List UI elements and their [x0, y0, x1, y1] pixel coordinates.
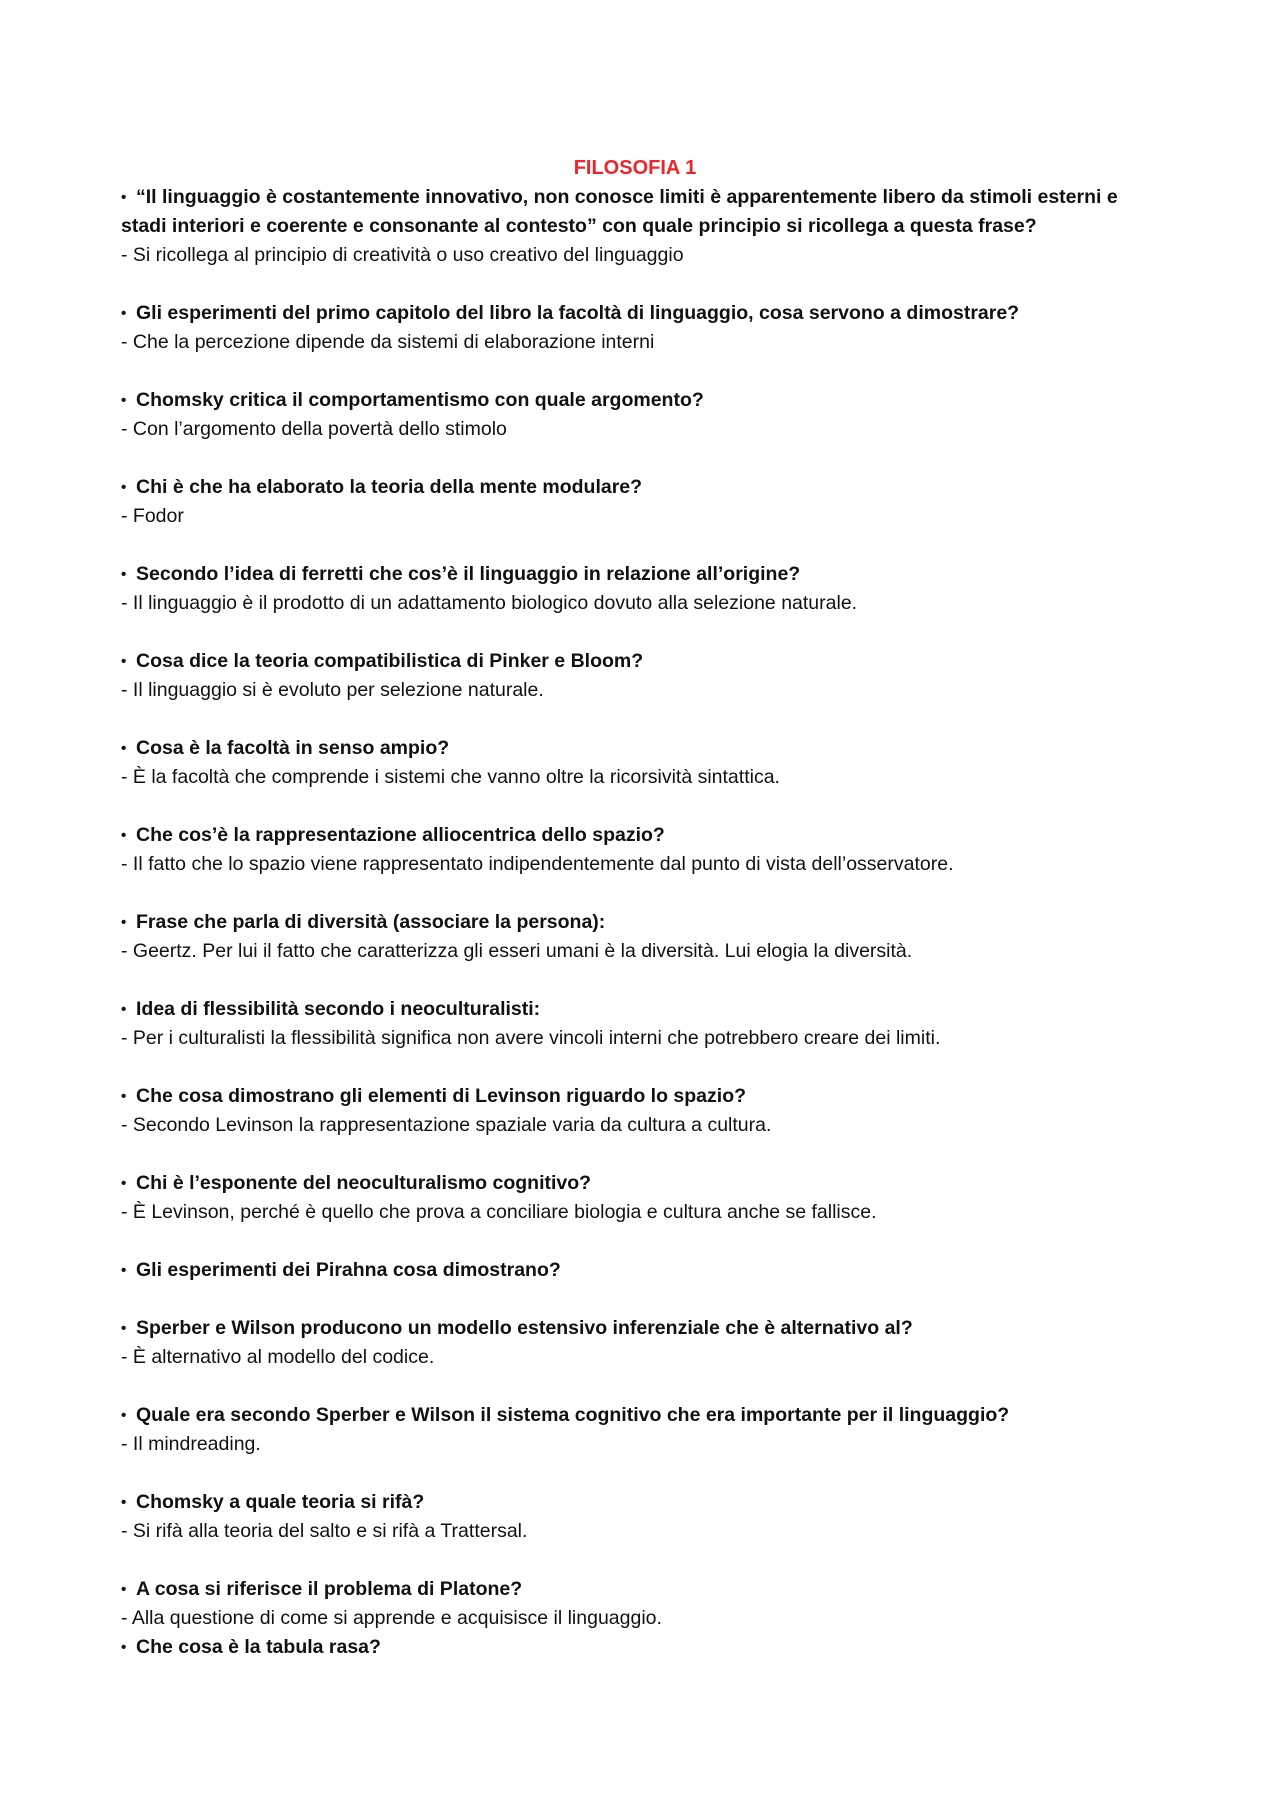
question — [121, 1488, 1141, 1517]
document-title: FILOSOFIA 1 — [573, 157, 697, 179]
question-text: Chi è l’esponente del neoculturalismo cognitivo? — [136, 1172, 592, 1194]
bullet-icon: • — [121, 653, 127, 670]
bullet-icon: • — [121, 1581, 127, 1598]
bullet-icon: • — [121, 1175, 127, 1192]
question-text: Gli esperimenti del primo capitolo del libro la facoltà di linguaggio, cosa servono a dimostrare? — [136, 302, 1020, 324]
answer: - Che la percezione dipende da sistemi di elaborazione interni — [121, 331, 655, 353]
question-text: Che cosa è la tabula rasa? — [136, 1636, 381, 1658]
question-text: Chomsky critica il comportamentismo con quale argomento? — [136, 389, 704, 411]
question-text: Sperber e Wilson producono un modello estensivo inferenziale che è alternativo al? — [136, 1317, 913, 1339]
qa-item — [121, 734, 1141, 792]
answer: - È la facoltà che comprende i sistemi che vanno oltre la ricorsività sintattica. — [121, 766, 780, 788]
qa-item — [121, 1488, 1141, 1546]
question-text: Gli esperimenti dei Pirahna cosa dimostrano? — [136, 1259, 561, 1281]
question — [121, 299, 1141, 328]
qa-item — [121, 1082, 1141, 1140]
question-text: Che cos’è la rappresentazione alliocentrica dello spazio? — [136, 824, 665, 846]
bullet-icon: • — [121, 189, 127, 206]
bullet-icon: • — [121, 1494, 127, 1511]
qa-item — [121, 386, 1141, 444]
bullet-icon: • — [121, 1088, 127, 1105]
qa-item — [121, 183, 1141, 270]
bullet-icon: • — [121, 566, 127, 583]
question — [121, 183, 1141, 241]
question-text: Idea di flessibilità secondo i neoculturalisti: — [136, 998, 541, 1020]
question-text: Quale era secondo Sperber e Wilson il sistema cognitivo che era importante per il linguaggio? — [136, 1404, 1010, 1426]
qa-item — [121, 1575, 1141, 1633]
answer: - Il linguaggio si è evoluto per selezione naturale. — [121, 679, 544, 701]
question — [121, 1633, 1141, 1662]
qa-item — [121, 908, 1141, 966]
bullet-icon: • — [121, 479, 127, 496]
question-text: Chomsky a quale teoria si rifà? — [136, 1491, 425, 1513]
question-text: Chi è che ha elaborato la teoria della mente modulare? — [136, 476, 643, 498]
document-content — [121, 154, 1141, 1662]
bullet-icon: • — [121, 305, 127, 322]
question — [121, 995, 1141, 1024]
qa-item — [121, 1401, 1141, 1459]
qa-item — [121, 1314, 1141, 1372]
bullet-icon: • — [121, 740, 127, 757]
answer: - Si ricollega al principio di creatività o uso creativo del linguaggio — [121, 244, 684, 266]
question-text: Secondo l’idea di ferretti che cos’è il linguaggio in relazione all’origine? — [136, 563, 801, 585]
qa-item — [121, 1169, 1141, 1227]
question — [121, 473, 1141, 502]
answer: - Con l’argomento della povertà dello stimolo — [121, 418, 507, 440]
answer: - Per i culturalisti la flessibilità significa non avere vincoli interni che potrebbero creare dei limiti. — [121, 1027, 941, 1049]
question-text: Frase che parla di diversità (associare la persona): — [136, 911, 606, 933]
question — [121, 821, 1141, 850]
bullet-icon: • — [121, 392, 127, 409]
question-text: Che cosa dimostrano gli elementi di Levinson riguardo lo spazio? — [136, 1085, 747, 1107]
question — [121, 908, 1141, 937]
answer: - Il fatto che lo spazio viene rappresentato indipendentemente dal punto di vista dell’osservatore. — [121, 853, 954, 875]
answer: - Il mindreading. — [121, 1433, 261, 1455]
answer: - È Levinson, perché è quello che prova a conciliare biologia e cultura anche se fallisce. — [121, 1201, 877, 1223]
qa-item — [121, 1256, 1141, 1285]
question — [121, 1314, 1141, 1343]
answer: - Secondo Levinson la rappresentazione spaziale varia da cultura a cultura. — [121, 1114, 772, 1136]
bullet-icon: • — [121, 914, 127, 931]
question-text: “Il linguaggio è costantemente innovativo, non conosce limiti è apparentemente libero da stimoli esterni e stadi interiori e coerente e consonante al contesto” con quale principio si ricollega a questa frase? — [121, 186, 1118, 237]
bullet-icon: • — [121, 1001, 127, 1018]
question-text: A cosa si riferisce il problema di Platone? — [136, 1578, 523, 1600]
answer: - È alternativo al modello del codice. — [121, 1346, 435, 1368]
question-text: Cosa dice la teoria compatibilistica di Pinker e Bloom? — [136, 650, 644, 672]
question — [121, 1256, 1141, 1285]
question-text: Cosa è la facoltà in senso ampio? — [136, 737, 450, 759]
bullet-icon: • — [121, 1407, 127, 1424]
question — [121, 1169, 1141, 1198]
question — [121, 1401, 1141, 1430]
question — [121, 1575, 1141, 1604]
qa-item — [121, 1633, 1141, 1662]
question — [121, 1082, 1141, 1111]
qa-item — [121, 299, 1141, 357]
qa-item — [121, 647, 1141, 705]
qa-item — [121, 821, 1141, 879]
question — [121, 560, 1141, 589]
bullet-icon: • — [121, 1639, 127, 1656]
question — [121, 647, 1141, 676]
qa-item — [121, 560, 1141, 618]
bullet-icon: • — [121, 1262, 127, 1279]
qa-item — [121, 995, 1141, 1053]
bullet-icon: • — [121, 1320, 127, 1337]
question — [121, 734, 1141, 763]
answer: - Geertz. Per lui il fatto che caratterizza gli esseri umani è la diversità. Lui elogia la diversità. — [121, 940, 913, 962]
answer: - Alla questione di come si apprende e acquisisce il linguaggio. — [121, 1607, 662, 1629]
qa-item — [121, 473, 1141, 531]
question — [121, 386, 1141, 415]
answer: - Fodor — [121, 505, 184, 527]
answer: - Si rifà alla teoria del salto e si rifà a Trattersal. — [121, 1520, 528, 1542]
answer: - Il linguaggio è il prodotto di un adattamento biologico dovuto alla selezione naturale. — [121, 592, 858, 614]
bullet-icon: • — [121, 827, 127, 844]
